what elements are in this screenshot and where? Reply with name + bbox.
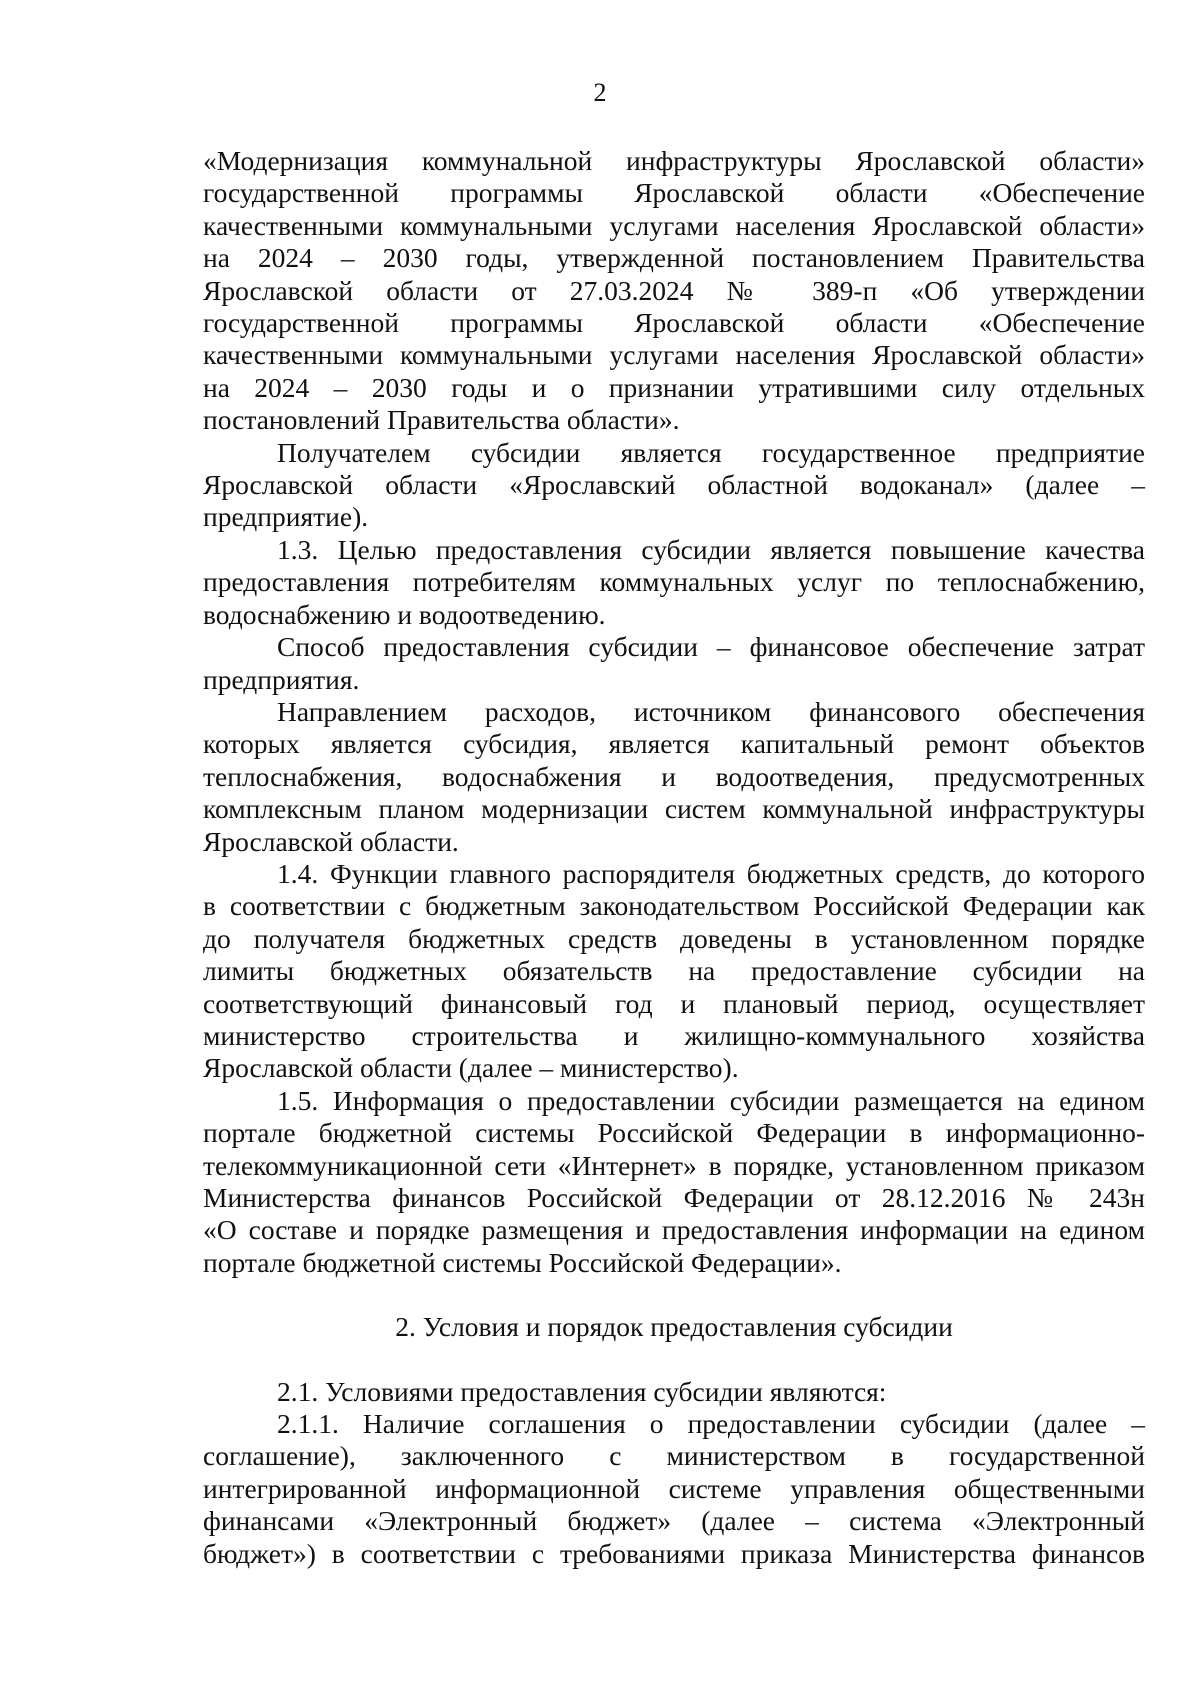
paragraph-line: на 2024 – 2030 годы и о признании утратившими силу отдельных [203, 371, 1145, 403]
paragraph-line: качественными коммунальными услугами населения Ярославской области» [203, 209, 1145, 241]
paragraph-line: до получателя бюджетных средств доведены в установленном порядке [203, 922, 1145, 954]
paragraph-line: интегрированной информационной системе управления общественными [203, 1472, 1145, 1504]
section-2-paragraphs [203, 1376, 1145, 1570]
paragraph-line: качественными коммунальными услугами населения Ярославской области» [203, 339, 1145, 371]
paragraph-line: Ярославской области «Ярославский областной водоканал» (далее – [203, 469, 1145, 501]
paragraph-line: предприятие). [203, 501, 369, 533]
section-1-paragraphs [203, 145, 1145, 1279]
paragraph-line: постановлений Правительства области». [203, 404, 680, 436]
paragraph-line: которых является субсидия, является капитальный ремонт объектов [203, 728, 1145, 760]
paragraph-line: водоснабжению и водоотведению. [203, 598, 606, 630]
paragraph-line: бюджет») в соответствии с требованиями приказа Министерства финансов [203, 1537, 1145, 1569]
paragraph-line: Направлением расходов, источником финансового обеспечения [277, 695, 1145, 727]
paragraph-line: теплоснабжения, водоснабжения и водоотведения, предусмотренных [203, 760, 1145, 792]
paragraph-line: «Модернизация коммунальной инфраструктуры Ярославской области» [203, 145, 1145, 176]
paragraph-line: на 2024 – 2030 годы, утвержденной постановлением Правительства [203, 242, 1145, 274]
paragraph-line: 2.1.1. Наличие соглашения о предоставлении субсидии (далее – [277, 1408, 1145, 1440]
paragraph-line: Ярославской области от 27.03.2024 № 389-п «Об утверждении [203, 274, 1145, 306]
paragraph-line: соглашение), заключенного с министерством в государственной [203, 1440, 1145, 1472]
paragraph-line: телекоммуникационной сети «Интернет» в порядке, установленном приказом [203, 1149, 1145, 1181]
paragraph-line: 1.4. Функции главного распорядителя бюджетных средств, до которого [277, 857, 1145, 889]
paragraph-line: 1.5. Информация о предоставлении субсидии размещается на едином [277, 1084, 1145, 1116]
paragraph-line: финансами «Электронный бюджет» (далее – система «Электронный [203, 1505, 1145, 1537]
paragraph-line: соответствующий финансовый год и плановый период, осуществляет [203, 987, 1145, 1019]
paragraph-line: в соответствии с бюджетным законодательством Российской Федерации как [203, 890, 1145, 922]
page-number: 2 [593, 78, 607, 107]
paragraph-line: портале бюджетной системы Российской Федерации в информационно- [203, 1117, 1145, 1149]
paragraph-line: 2.1. Условиями предоставления субсидии являются: [277, 1375, 887, 1407]
paragraph-line: лимиты бюджетных обязательств на предоставление субсидии на [203, 955, 1145, 987]
paragraph-line: Способ предоставления субсидии – финансовое обеспечение затрат [277, 631, 1145, 663]
paragraph-line: Министерства финансов Российской Федерации от 28.12.2016 № 243н [203, 1182, 1145, 1213]
paragraph-line: государственной программы Ярославской области «Обеспечение [203, 307, 1145, 339]
paragraph-line: предоставления потребителям коммунальных услуг по теплоснабжению, [203, 566, 1145, 598]
paragraph-line: министерство строительства и жилищно-коммунального хозяйства [203, 1019, 1145, 1051]
paragraph-line: государственной программы Ярославской области «Обеспечение [203, 177, 1145, 209]
paragraph-line: портале бюджетной системы Российской Федерации». [203, 1246, 842, 1278]
paragraph-line: Ярославской области. [203, 825, 459, 857]
paragraph-line: Ярославской области (далее – министерство). [203, 1052, 739, 1084]
paragraph-line: предприятия. [203, 663, 360, 695]
paragraph-line: 1.3. Целью предоставления субсидии является повышение качества [277, 533, 1145, 565]
paragraph-line: комплексным планом модернизации систем коммунальной инфраструктуры [203, 793, 1145, 825]
paragraph-line: Получателем субсидии является государственное предприятие [277, 436, 1145, 468]
paragraph-line: «О составе и порядке размещения и предоставления информации на едином [203, 1214, 1145, 1246]
document-body [203, 145, 1145, 1570]
section-heading: 2. Условия и порядок предоставления субсидии [395, 1311, 953, 1343]
